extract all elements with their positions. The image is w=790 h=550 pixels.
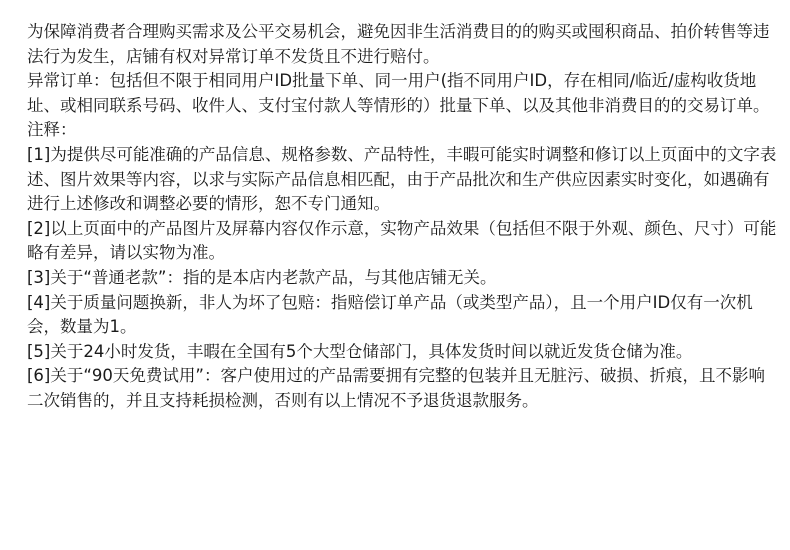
intro-paragraph: 为保障消费者合理购买需求及公平交易机会，避免因非生活消费目的的购买或囤积商品、拍价转售等违法行为发生，店铺有权对异常订单不发货且不进行赔付。 bbox=[27, 22, 770, 66]
abnormal-order-paragraph: 异常订单：包括但不限于相同用户ID批量下单、同一用户(指不同用户ID，存在相同/临近/虚构收货地址、或相同联系号码、收件人、支付宝付款人等情形的）批量下单、以及其他非消费目的的交易订单。 bbox=[27, 71, 770, 115]
store-policy-notice bbox=[27, 20, 777, 414]
note-5: [5]关于24小时发货，丰暇在全国有5个大型仓储部门，具体发货时间以就近发货仓储为准。 bbox=[27, 341, 693, 361]
note-3: [3]关于“普通老款”：指的是本店内老款产品，与其他店铺无关。 bbox=[27, 267, 497, 287]
notes-heading: 注释： bbox=[27, 120, 77, 140]
note-4: [4]关于质量问题换新，非人为坏了包赔：指赔偿订单产品（或类型产品），且一个用户ID仅有一次机会，数量为1。 bbox=[27, 292, 753, 337]
note-1: [1]为提供尽可能准确的产品信息、规格参数、产品特性，丰暇可能实时调整和修订以上页面中的文字表述、图片效果等内容，以求与实际产品信息相匹配，由于产品批次和生产供应因素实时变化，如遇确有进行上述修改和调整必要的情形，恕不专门通知。 bbox=[27, 144, 777, 214]
note-6: [6]关于“90天免费试用”：客户使用过的产品需要拥有完整的包装并且无脏污、破损、折痕，且不影响二次销售的，并且支持耗损检测，否则有以上情况不予退货退款服务。 bbox=[27, 366, 765, 410]
note-2: [2]以上页面中的产品图片及屏幕内容仅作示意，实物产品效果（包括但不限于外观、颜色、尺寸）可能略有差异，请以实物为准。 bbox=[27, 218, 777, 263]
